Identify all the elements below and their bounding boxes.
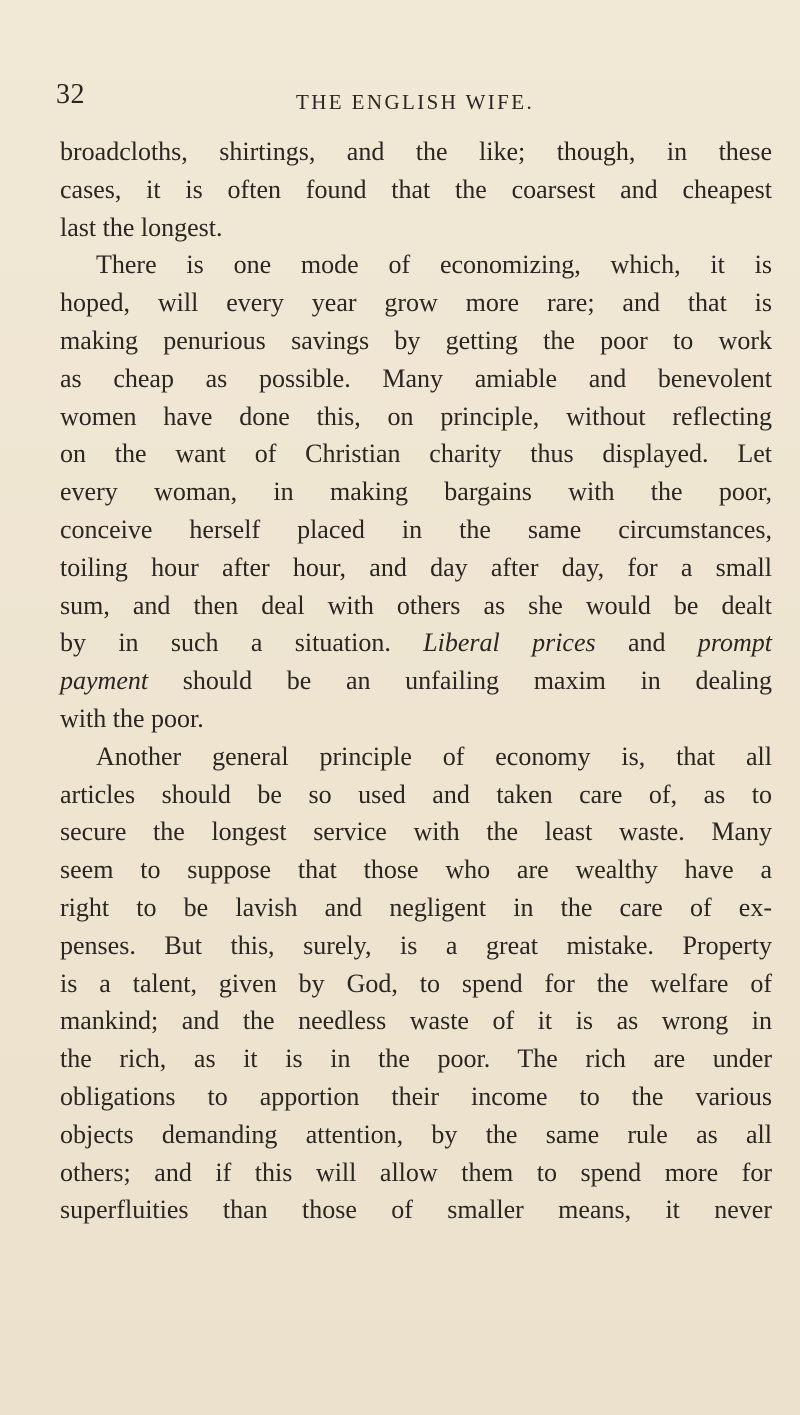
text-run: the rich, as it is in the poor. The rich are under <box>60 1044 772 1074</box>
running-title: THE ENGLISH WIFE. <box>296 90 535 114</box>
text-line <box>60 246 772 284</box>
text-run: every woman, in making bargains with the poor, <box>60 477 772 507</box>
text-line <box>60 1078 772 1116</box>
text-run: objects demanding attention, by the same rule as all <box>60 1119 772 1149</box>
text-run: conceive herself placed in the same circumstances, <box>60 514 772 544</box>
text-line <box>60 1002 772 1040</box>
text-run: toiling hour after hour, and day after day, for a small <box>60 552 772 582</box>
text-run: making penurious savings by getting the poor to work <box>60 325 772 355</box>
text-line <box>60 587 772 625</box>
running-head <box>56 80 756 120</box>
italic-text: Liberal prices <box>423 628 596 658</box>
text-line <box>60 851 772 889</box>
text-line <box>60 322 772 360</box>
text-line <box>60 927 772 965</box>
text-line <box>60 133 772 171</box>
text-run: penses. But this, surely, is a great mistake. Property <box>60 930 772 960</box>
text-run: broadcloths, shirtings, and the like; though, in these <box>60 137 772 166</box>
text-line <box>60 1191 772 1229</box>
text-line <box>60 1154 772 1192</box>
text-line <box>60 662 772 700</box>
text-run: is a talent, given by God, to spend for the welfare of <box>60 968 772 998</box>
text-line <box>60 1040 772 1078</box>
text-run: right to be lavish and negligent in the care of ex- <box>60 892 772 922</box>
text-line <box>60 473 772 511</box>
text-run: mankind; and the needless waste of it is as wrong in <box>60 1006 772 1036</box>
text-run: on the want of Christian charity thus displayed. Let <box>60 439 772 469</box>
text-line <box>60 284 772 322</box>
text-line <box>60 700 772 738</box>
text-run: articles should be so used and taken care of, as to <box>60 779 772 809</box>
text-line <box>60 398 772 436</box>
text-run: should be an unfailing maxim in dealing <box>148 666 772 696</box>
text-run: and <box>595 628 698 658</box>
text-run: secure the longest service with the least waste. Many <box>60 817 772 847</box>
text-line <box>60 889 772 927</box>
text-run: seem to suppose that those who are wealthy have a <box>60 855 772 885</box>
page-number: 32 <box>56 79 85 110</box>
text-run: There is one mode of economizing, which, it is <box>96 250 772 280</box>
text-line <box>60 549 772 587</box>
text-run: last the longest. <box>60 212 223 242</box>
text-line <box>60 965 772 1003</box>
text-line <box>60 1116 772 1154</box>
text-line <box>60 624 772 662</box>
text-run: sum, and then deal with others as she would be dealt <box>60 590 772 620</box>
italic-text: prompt <box>697 628 772 658</box>
text-run: hoped, will every year grow more rare; and that is <box>60 288 772 318</box>
text-run: by in such a situation. <box>60 628 424 658</box>
text-line <box>60 360 772 398</box>
italic-text: payment <box>60 666 149 696</box>
text-run: women have done this, on principle, without reflecting <box>60 401 772 431</box>
text-run: obligations to apportion their income to the various <box>60 1081 772 1111</box>
text-run: Another general principle of economy is, that all <box>96 741 772 771</box>
text-line <box>60 209 772 247</box>
text-run: superfluities than those of smaller means, it never <box>60 1195 772 1225</box>
text-run: cases, it is often found that the coarsest and cheapest <box>60 174 772 204</box>
text-run: others; and if this will allow them to spend more for <box>60 1157 772 1187</box>
text-run: as cheap as possible. Many amiable and benevolent <box>60 363 772 393</box>
text-line <box>60 171 772 209</box>
text-line <box>60 776 772 814</box>
text-line <box>60 435 772 473</box>
text-run: with the poor. <box>60 703 204 733</box>
text-line <box>60 813 772 851</box>
body-text <box>60 133 772 1229</box>
text-line <box>60 738 772 776</box>
text-line <box>60 511 772 549</box>
